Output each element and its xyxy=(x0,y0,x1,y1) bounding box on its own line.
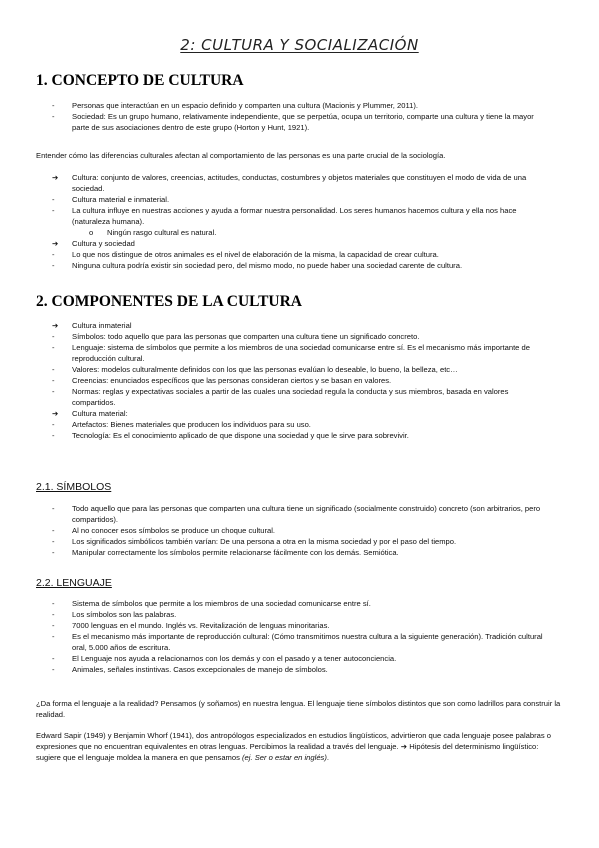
bullet-marker: - xyxy=(52,526,55,535)
list-item: ➔ Cultura material: xyxy=(52,409,128,418)
paragraph: Entender cómo las diferencias culturales afectan al comportamiento de las personas es una parte crucial de la sociología. xyxy=(36,151,446,160)
bullet-marker: - xyxy=(52,420,55,429)
list-item: - Artefactos: Bienes materiales que producen los individuos para su uso. xyxy=(52,420,311,429)
bullet-marker: - xyxy=(52,365,55,374)
list-item: - Normas: reglas y expectativas sociales a partir de las cuales una sociedad regula la conducta y sus miembros, basada en valores compartidos. xyxy=(52,387,509,407)
arrow-right-icon: ➔ xyxy=(52,173,59,182)
list-item: - Todo aquello que para las personas que comparten una cultura tiene un significado (socialmente construido) concreto (son arbitrarios, pero compartidos). xyxy=(52,504,541,524)
list-item: - Creencias: enunciados específicos que las personas consideran ciertos y se basan en valores. xyxy=(52,376,392,385)
bullet-marker: - xyxy=(52,376,55,385)
bullet-marker: - xyxy=(52,250,55,259)
bullet-marker: - xyxy=(52,621,55,630)
bullet-marker: - xyxy=(52,599,55,608)
arrow-right-icon: ➔ xyxy=(52,239,59,248)
language-list xyxy=(52,598,552,675)
symbols-list xyxy=(52,503,552,558)
paragraph: ¿Da forma el lenguaje a la realidad? Pensamos (y soñamos) en nuestra lengua. El lenguaje tiene símbolos distintos que son como ladrillos para construir la realidad. xyxy=(36,699,561,719)
bullet-marker: - xyxy=(52,206,55,215)
list-item: o Ningún rasgo cultural es natural. xyxy=(89,228,217,237)
bullet-marker: - xyxy=(52,654,55,663)
subsection-heading-lenguaje: 2.2. LENGUAJE xyxy=(36,577,112,589)
bullet-marker: - xyxy=(52,387,55,396)
bullet-marker: - xyxy=(52,632,55,641)
list-item: - Los símbolos son las palabras. xyxy=(52,610,177,619)
list-item: - 7000 lenguas en el mundo. Inglés vs. Revitalización de lenguas minoritarias. xyxy=(52,621,330,630)
list-item: - Ninguna cultura podría existir sin sociedad pero, del mismo modo, no puede haber una sociedad carente de cultura. xyxy=(52,261,463,270)
list-item: - Tecnología: Es el conocimiento aplicado de que dispone una sociedad y que le sirve para sobrevivir. xyxy=(52,431,409,440)
bullet-marker: - xyxy=(52,332,55,341)
list-item: - Los significados simbólicos también varían: De una persona a otra en la misma sociedad y por el paso del tiempo. xyxy=(52,537,457,546)
bullet-marker: - xyxy=(52,343,55,352)
bullet-marker: - xyxy=(52,665,55,674)
list-item: - Cultura material e inmaterial. xyxy=(52,195,170,204)
list-item: - Animales, señales instintivas. Casos excepcionales de manejo de símbolos. xyxy=(52,665,328,674)
list-item: - La cultura influye en nuestras acciones y ayuda a formar nuestra personalidad. Los seres humanos hacemos cultura y ella nos hace (naturaleza humana). xyxy=(52,206,517,226)
subsection-heading-simbolos: 2.1. SÍMBOLOS xyxy=(36,481,112,493)
bullet-marker: - xyxy=(52,261,55,270)
list-item: - Lo que nos distingue de otros animales es el nivel de elaboración de la misma, la capacidad de crear cultura. xyxy=(52,250,439,259)
section-heading-concepto: 1. CONCEPTO DE CULTURA xyxy=(36,72,244,89)
bullet-marker: o xyxy=(89,228,94,237)
list-item: - Sociedad: Es un grupo humano, relativamente independiente, que se perpetúa, ocupa un territorio, comparte una cultura y tiene la mayor parte de sus asociaciones dentro de este grupo (Horton y Hunt, 1921). xyxy=(52,112,534,132)
example-note: (ej. Ser o estar en inglés) xyxy=(242,753,327,762)
list-item: ➔ Cultura inmaterial xyxy=(52,321,132,330)
list-item: ➔ Cultura y sociedad xyxy=(52,239,135,248)
bullet-marker: - xyxy=(52,431,55,440)
arrow-right-icon: ➔ xyxy=(52,321,59,330)
list-item: ➔ Cultura: conjunto de valores, creencias, actitudes, conductas, costumbres y objetos materiales que constituyen el modo de vida de una sociedad. xyxy=(52,173,527,193)
components-list xyxy=(52,320,552,441)
bullet-marker: - xyxy=(52,195,55,204)
list-item: - Es el mecanismo más importante de reproducción cultural: (Cómo transmitimos nuestra cultura a la siguiente generación). Tradición cultural oral, 5.000 años de escritura. xyxy=(52,632,543,652)
culture-list xyxy=(52,172,552,271)
list-item: - Manipular correctamente los símbolos permite relacionarse fácilmente con los demás. Semiótica. xyxy=(52,548,399,557)
document-title: 2: CULTURA Y SOCIALIZACIÓN xyxy=(180,36,419,54)
list-item: - Lenguaje: sistema de símbolos que permite a los miembros de una sociedad comunicarse entre sí. Es el mecanismo más importante de reproducción cultural. xyxy=(52,343,530,363)
concept-dash-list xyxy=(52,100,552,133)
arrow-right-icon: ➔ xyxy=(52,409,59,418)
bullet-marker: - xyxy=(52,610,55,619)
bullet-marker: - xyxy=(52,504,55,513)
list-item: - Personas que interactúan en un espacio definido y comparten una cultura (Macionis y Plummer, 2011). xyxy=(52,101,418,110)
list-item: - Valores: modelos culturalmente definidos con los que las personas evalúan lo deseable, lo bueno, la belleza, etc… xyxy=(52,365,458,374)
bullet-marker: - xyxy=(52,537,55,546)
list-item: - Sistema de símbolos que permite a los miembros de una sociedad comunicarse entre sí. xyxy=(52,599,371,608)
list-item: - Símbolos: todo aquello que para las personas que comparten una cultura tiene un significado concreto. xyxy=(52,332,420,341)
list-item: - El Lenguaje nos ayuda a relacionarnos con los demás y con el pasado y a tener autoconciencia. xyxy=(52,654,397,663)
paragraph: Edward Sapir (1949) y Benjamin Whorf (1941), dos antropólogos especializados en estudios lingüísticos, advirtieron que cada lenguaje posee palabras o expresiones que no encuentran equivalentes en otras lenguas. Percibimos la realidad a través del lenguaje. ➔ Hipótesis del determinismo lingüístico: sugiere que el lenguaje moldea la manera en que pensamos (ej. Ser o estar en inglés). xyxy=(36,731,551,762)
bullet-marker: - xyxy=(52,548,55,557)
section-heading-componentes: 2. COMPONENTES DE LA CULTURA xyxy=(36,293,302,310)
list-item: - Al no conocer esos símbolos se produce un choque cultural. xyxy=(52,526,276,535)
